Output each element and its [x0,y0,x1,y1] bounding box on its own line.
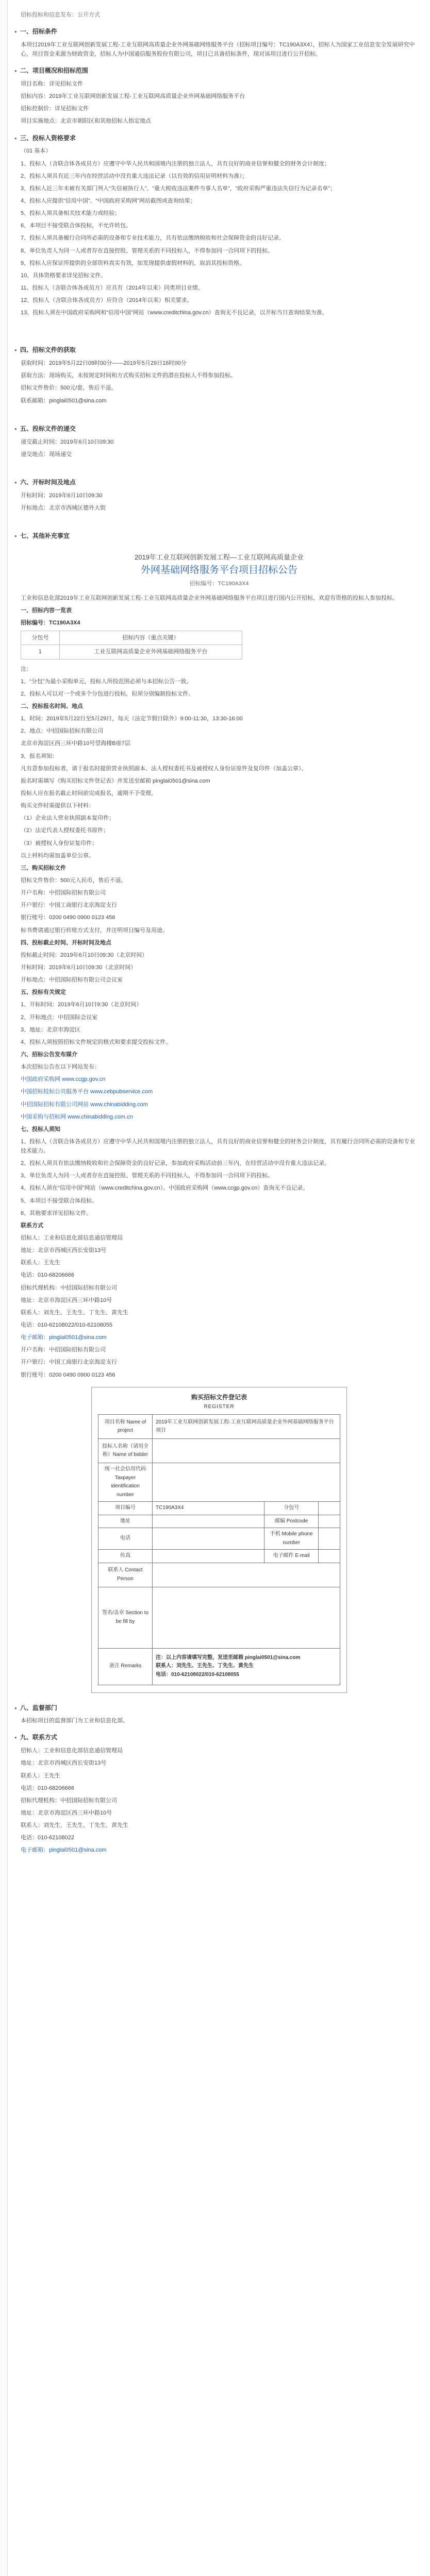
section-3-note: 13、投标人须在中国政府采购网和“信用中国”网站（www.creditchina.gov.cn）查询无不良记录，以开标当日查询结果为准。 [21,310,328,316]
buy-heading: 三、购买招标文件 [21,865,66,871]
package-heading: 一、招标内容一览表 [21,607,72,614]
notice-media-line: 本次招标公告在以下网站发布： [21,1064,100,1071]
table-row [98,1587,340,1648]
section-6-line: 开标地点：北京市西城区德外大街 [21,504,106,511]
package-table [21,631,242,659]
table-row [98,1463,340,1502]
package-note: 1、“分包”为最小采购单元，投标人所投范围必须与本招标公告一致。 [21,678,192,685]
section-4-line: 招标文件售价：500元/套，售后不退。 [21,385,117,392]
section-heading-6: ● 六、开标时间及地点 [14,478,418,488]
table-header-cell: 分包号 [21,631,60,645]
form-label: 手机 Mobile phone number [264,1528,319,1550]
form-label: 电子邮件 E-mail [264,1550,319,1563]
section-9-line: 招标人：工业和信息化部信息通信管理局 [21,1748,123,1754]
section-1-para: 本项目2019年工业互联网创新发展工程-工业互联网高质量企业外网基础网络服务平台（招标项目编号：TC190A3X4），招标人为国家工业信息安全发展研究中心，项目资金来源为财政资金，招标人为中国通信服务股份有限公司，项目已具备招标条件，现对该项目进行公开招标。 [21,41,415,58]
contact-line: 联系人：刘先生、王先生、丁先生、黄先生 [21,1309,128,1316]
contact-line: 招标人：工业和信息化部信息通信管理局 [21,1235,123,1242]
buy-line: 银行账号：0200 0490 0900 0123 456 [21,914,115,921]
register-heading: 二、投标报名时间、地点 [21,703,83,709]
section-3-item: 4、投标人应提供“信用中国”、“中国政府采购网”网站截图或查询结果； [21,197,196,204]
notice-media-link[interactable]: 中国采购与招标网 www.chinabidding.com.cn [21,1113,133,1120]
register-line: （3）被授权人身份证复印件； [21,840,98,846]
announcement-content [21,10,418,1858]
form-title: 购买招标文件登记表 [191,1393,247,1401]
bidder-line: 4、投标人须在“信用中国”网站（www.creditchina.gov.cn）、中国政府采购网（www.ccgp.gov.cn）查询无不良记录。 [21,1185,309,1192]
section-3-item: 1、投标人（含联合体各成员方）应遵守中华人民共和国境内注册的独立法人，具有良好的商业信誉和健全的财务会计制度； [21,160,330,167]
section-2-line: 项目名称：详见招标文件 [21,81,83,88]
section-4-line: 获取时间：2019年5月22日09时00分——2019年5月29日16时00分 [21,360,187,367]
section-9-line: 电话：010-68206666 [21,1785,74,1791]
table-header-cell: 招标内容（重点关键） [59,631,242,645]
form-label: 联系人 Contact Person [98,1563,153,1587]
package-note: 2、投标人可以对一个或多个分包进行投标，但须分别编制投标文件。 [21,690,194,697]
section-3-item: 6、本项目不接受联合体投标，不允许转包。 [21,223,132,229]
section-5-line: 递交截止时间：2019年6月10日09:30 [21,438,114,445]
register-line: 购买文件时需提供以下材料： [21,803,94,809]
rules-line: 1、开标时间：2019年6月10日9:30（北京时间） [21,1002,142,1008]
deadline-heading: 四、投标截止时间、开标时间及地点 [21,939,111,946]
contact-field[interactable] [153,1563,340,1587]
bidder-line: 5、本项目不接受联合体投标。 [21,1197,98,1204]
bidder-line: 1、投标人（含联合体各成员方）应遵守中华人民共和国境内注册的独立法人，具有良好的商业信誉和健全的财务会计制度，具有履行合同所必需的设备和专业技术能力。 [21,1138,416,1155]
section-heading-2: ● 二、项目概况和招标范围 [14,66,418,76]
contact-line: 开户银行：中国工商银行北京海淀支行 [21,1359,117,1366]
rules-line: 4、投标人须按照招标文件规定的格式和要求提交投标文件。 [21,1039,172,1045]
bidder-line: 3、单位负责人为同一人或者存在直接控股、管理关系的不同投标人，不得参加同一合同项下的投标。 [21,1173,274,1179]
register-line: 凡有意参加投标者，请于报名时提供营业执照副本、法人授权委托书及被授权人身份证原件及复印件（加盖公章）。 [21,765,307,772]
section-5-line: 递交地点：现场递交 [21,451,72,457]
section-3-note: 8、单位负责人为同一人或者存在直接控股、管理关系的不同投标人，不得参加同一合同项下的投标。 [21,247,274,254]
form-label: 分包号 [264,1502,319,1515]
taxpayer-id-field[interactable] [153,1463,340,1502]
form-note-cell [153,1648,340,1685]
register-line: 1、时间：2019年5月22日至5月29日，每天（法定节假日除外）9:00-11:30，13:30-16:00 [21,716,243,722]
contact-line: 电话：010-68206666 [21,1272,74,1279]
form-label: 电话 [98,1528,153,1550]
notice-title: 2019年工业互联网创新发展工程—工业互联网高质量企业 [135,553,304,561]
bidder-line: 2、投标人须具有依法缴纳税收和社会保障资金的良好记录，参加政府采购活动前三年内，在经营活动中没有重大违法记录。 [21,1160,330,1167]
table-row [98,1439,340,1463]
signature-field[interactable] [153,1587,340,1648]
section-9-line: 招标代理机构：中招国际招标有限公司 [21,1797,117,1804]
intro-line: 招标投标和信息发布：公开方式 [21,12,100,18]
buy-line: 招标文件售价：500元人民币，售后不退。 [21,877,127,884]
section-3-lead: （01 基本） [21,148,52,155]
register-line: 2、地点：中招国际招标有限公司 [21,728,104,735]
section-9-line: 联系人：刘先生、王先生、丁先生、黄先生 [21,1822,128,1829]
section-heading-8: ● 八、监督部门 [14,1703,418,1714]
section-3-note: 10、具体资格要求详见招标文件。 [21,272,107,279]
register-line: （2）法定代表人授权委托书原件； [21,827,109,834]
section-4-line: 联系邮箱：pinglai0501@sina.com [21,397,107,404]
fax-field[interactable] [153,1550,264,1563]
register-form-table [98,1414,340,1685]
table-row [98,1550,340,1563]
rules-heading: 五、投标有关规定 [21,989,66,996]
register-line: 北京市海淀区西三环中路10号望海楼B座7层 [21,740,130,747]
section-2-line: 项目实施地点：北京市朝阳区和其他招标人指定地点 [21,118,151,125]
phone-field[interactable] [153,1528,264,1550]
section-heading-9: ● 九、联系方式 [14,1733,418,1743]
notice-code: 招标编号：TC190A3X4 [189,580,249,587]
form-label: 统一社会信用代码 Taxpayer identification number [98,1463,153,1502]
contact-line: 开户名称：中招国际招标有限公司 [21,1347,106,1353]
table-row [98,1415,340,1439]
contact-line: 招标代理机构：中招国际招标有限公司 [21,1284,117,1291]
form-label: 传真 [98,1550,153,1563]
package-no-field[interactable] [319,1502,340,1515]
contact-line: 地址：北京市海淀区西三环中路10号 [21,1297,112,1303]
section-4-line: 获取方法：现场购买，未按规定时间和方式购买招标文件的潜在投标人不得参加投标。 [21,372,236,379]
form-label: 项目名称 Name of project [98,1415,153,1439]
table-header-row [21,631,242,645]
notice-media-link[interactable]: 中国政府采购网 www.ccgp.gov.cn [21,1076,106,1083]
table-cell: 1 [21,645,60,659]
table-row [21,645,242,659]
section-9-line: 电话：010-62108022 [21,1835,74,1841]
section-9-line: 地址：北京市西城区西长安街13号 [21,1760,107,1767]
form-value: 2019年工业互联网创新发展工程-工业互联网高质量企业外网基础网络服务平台项目 [153,1415,340,1439]
table-row [98,1515,340,1528]
rules-line: 3、地址：北京市海淀区 [21,1026,81,1033]
buy-line: 标书费请通过银行转账方式支付，并注明项目编号及用途。 [21,927,168,934]
section-3-item: 3、投标人近三年未被有关部门列入“失信被执行人”、“重大税收违法案件当事人名单”，“政府采购严重违法失信行为记录名单”； [21,185,336,192]
section-3-note: 12、投标人（含联合体各成员方）应符合（2014年以来）相关要求。 [21,297,193,304]
section-heading-4: ● 四、招标文件的获取 [14,345,418,355]
section-3-item: 2、投标人须具有近三年内在经营活动中没有重大违法记录（以有效的信用证明材料为准）； [21,173,248,179]
deadline-line: 开标时间：2019年6月10日09:30（北京时间） [21,964,137,971]
register-line: 3、报名须知： [21,753,58,759]
contact-line: 银行账号：0200 0490 0900 0123 456 [21,1371,115,1378]
address-field[interactable] [153,1515,264,1528]
left-gutter [0,0,8,2576]
section-2-line: 招标内容：2019年工业互联网创新发展工程-工业互联网高质量企业外网基础网络服务平台 [21,93,245,100]
deadline-line: 投标截止时间：2019年6月10日09:30（北京时间） [21,952,148,958]
contact-line: 地址：北京市西城区西长安街13号 [21,1247,107,1254]
section-3-note: 7、投标人须具备履行合同所必需的设备和专业技术能力，具有依法缴纳税收和社会保障资金的良好记录。 [21,235,285,242]
section-6-line: 开标时间：2019年6月10日09:30 [21,492,103,499]
notice-media-heading: 六、招标公告发布媒介 [21,1051,77,1058]
section-heading-5: ● 五、投标文件的递交 [14,424,418,434]
register-form [91,1387,347,1693]
bidder-line: 6、其他要求详见招标文件。 [21,1210,92,1216]
register-line: 报名时需填写《购买招标文件登记表》并发送至邮箱 pinglai0501@sina.com [21,777,210,784]
notice-subtitle: 外网基础网络服务平台项目招标公告 [140,565,297,576]
form-note: 注：以上内容请填写完整，发送至邮箱 pinglai0501@sina.com [156,1654,301,1660]
package-project-label: 招标编号：TC190A3X4 [21,620,80,626]
notice-intro: 工业和信息化部2019年工业互联网创新发展工程-工业互联网高质量企业外网基础网络服务平台项目进行国内公开招标，欢迎有资格的投标人参加投标。 [21,595,399,601]
notice-media-link[interactable]: 中招国际招标有限公司网站 www.chinabidding.com [21,1101,148,1108]
postcode-field[interactable] [319,1515,340,1528]
contact-email[interactable]: 电子邮箱：pinglai0501@sina.com [21,1847,107,1854]
company-field[interactable] [153,1439,340,1463]
notice-media-link[interactable]: 中国招标投标公共服务平台 www.cebpubservice.com [21,1089,153,1095]
package-note: 注： [21,666,32,672]
form-label: 地址 [98,1515,153,1528]
contact-heading: 联系方式 [21,1222,43,1229]
buy-line: 开户银行：中国工商银行北京海淀支行 [21,902,117,909]
section-3-note: 9、投标人应保证所提供的全部资料真实有效，如发现提供虚假材料的，取消其投标资格。 [21,260,245,266]
mobile-field[interactable] [319,1528,340,1550]
section-3-item: 5、投标人须具备相关技术能力或经验； [21,210,121,217]
register-line: 投标人应在报名截止时间前完成报名，逾期不予受理。 [21,790,157,796]
form-note: 联系人：刘先生、王先生、丁先生、黄先生 [156,1663,254,1669]
contact-line: 联系人：王先生 [21,1260,60,1266]
form-label: 签名/盖章 Section to be fill by [98,1587,153,1648]
contact-line: 电话：010-62108022/010-62108055 [21,1322,112,1329]
bidder-heading: 七、投标人须知 [21,1126,60,1132]
table-row [98,1563,340,1587]
section-2-line: 招标控制价：详见招标文件 [21,106,89,112]
form-value: TC190A3X4 [153,1502,264,1515]
form-label: 邮编 Postcode [264,1515,319,1528]
section-heading-3: ● 三、投标人资格要求 [14,133,418,144]
form-subtitle: REGISTER [204,1403,235,1410]
table-row [98,1528,340,1550]
table-row [98,1648,340,1685]
table-row [98,1502,340,1515]
contact-email[interactable]: 电子邮箱：pinglai0501@sina.com [21,1334,107,1341]
section-3-note: 11、投标人（含联合体各成员方）应具有（2014年以来）同类项目业绩。 [21,284,204,291]
buy-line: 开户名称：中招国际招标有限公司 [21,890,106,896]
email-field[interactable] [319,1550,340,1563]
deadline-line: 开标地点：中招国际招标有限公司会议室 [21,977,123,984]
form-label: 项目编号 [98,1502,153,1515]
form-label: 投标人名称（请用全称）Name of bidder [98,1439,153,1463]
register-line: （1）企业法人营业执照副本复印件； [21,815,115,822]
rules-line: 2、开标地点：中招国际会议室 [21,1014,98,1021]
section-9-line: 联系人：王先生 [21,1772,60,1779]
section-heading-1: ● 一、招标条件 [14,27,418,37]
form-label: 备注 Remarks [98,1648,153,1685]
section-heading-7: ● 七、其他补充事宜 [14,531,418,541]
register-line: 以上材料均需加盖单位公章。 [21,852,94,859]
section-9-line: 地址：北京市海淀区西三环中路10号 [21,1809,112,1816]
table-cell: 工业互联网高质量企业外网基础网络服务平台 [59,645,242,659]
section-8-line: 本招标项目的监督部门为工业和信息化部。 [21,1718,128,1724]
form-note: 电话：010-62108022/010-62108055 [156,1671,239,1677]
